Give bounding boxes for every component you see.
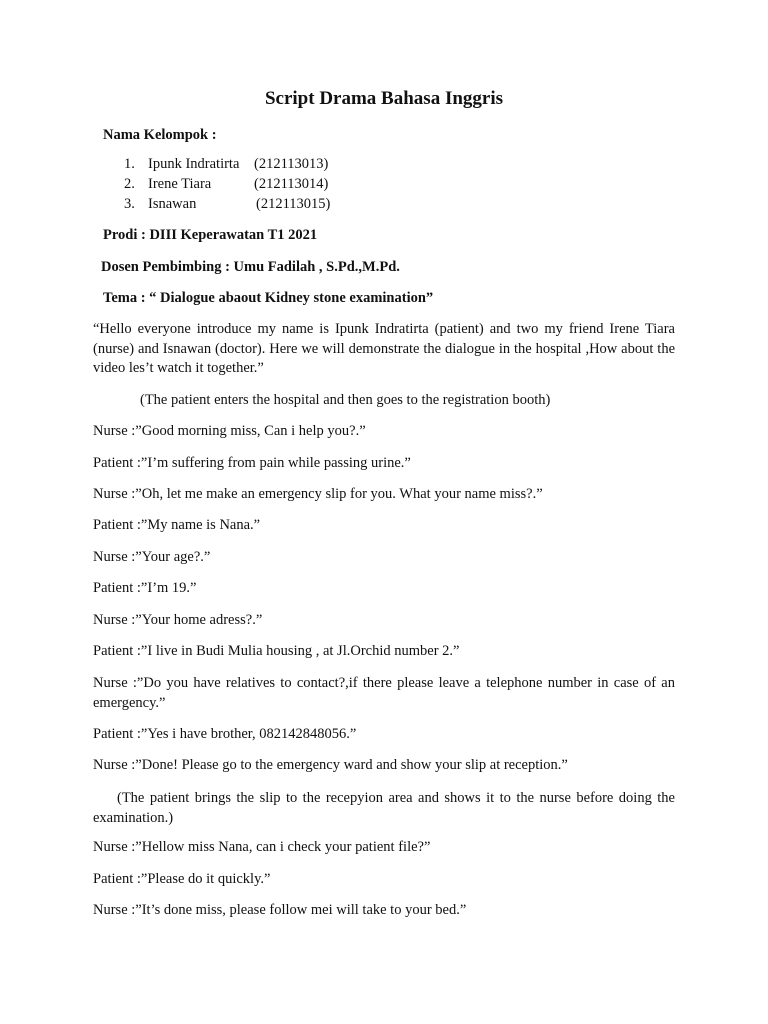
prodi-line: Prodi : DIII Keperawatan T1 2021 (103, 227, 318, 243)
dialogue-paragraph: Nurse :”Do you have relatives to contact?,if there please leave a telephone number in case of an emergency.” (93, 675, 675, 711)
member-number: 2. (124, 176, 135, 192)
stage-direction: (The patient enters the hospital and then goes to the registration booth) (140, 392, 551, 408)
member-id: (212113014) (254, 176, 329, 192)
group-label: Nama Kelompok : (103, 127, 217, 143)
intro-paragraph: “Hello everyone introduce my name is Ipunk Indratirta (patient) and two my friend Irene Tiara (nurse) and Isnawan (doctor). Here we will demonstrate the dialogue in the hospital ,How about the video les’t watch it together.” (93, 321, 675, 376)
member-item (124, 176, 328, 193)
member-item (124, 196, 330, 213)
dosen-line: Dosen Pembimbing : Umu Fadilah , S.Pd.,M.Pd. (101, 259, 400, 275)
member-item (124, 156, 328, 173)
dialogue-line: Nurse :”It’s done miss, please follow mei will take to your bed.” (93, 902, 467, 918)
dialogue-line: Patient :”I’m suffering from pain while passing urine.” (93, 455, 411, 471)
member-name: Ipunk Indratirta (148, 156, 240, 172)
stage-direction-paragraph: (The patient brings the slip to the recepyion area and shows it to the nurse before doing the examination.) (93, 790, 675, 826)
dialogue-line: Patient :”I live in Budi Mulia housing , at Jl.Orchid number 2.” (93, 643, 460, 659)
dialogue-line: Patient :”My name is Nana.” (93, 517, 261, 533)
tema-line: Tema : “ Dialogue abaout Kidney stone examination” (103, 290, 434, 306)
dialogue-line: Patient :”Please do it quickly.” (93, 871, 271, 887)
member-name: Isnawan (148, 196, 197, 212)
dialogue-line: Patient :”I’m 19.” (93, 580, 197, 596)
dialogue-line: Nurse :”Your home adress?.” (93, 612, 263, 628)
member-name: Irene Tiara (148, 176, 212, 192)
member-id: (212113015) (256, 196, 331, 212)
member-number: 3. (124, 196, 135, 212)
member-number: 1. (124, 156, 135, 172)
dialogue-line: Nurse :”Your age?.” (93, 549, 211, 565)
dialogue-line: Nurse :”Oh, let me make an emergency slip for you. What your name miss?.” (93, 486, 543, 502)
dialogue-line: Nurse :”Hellow miss Nana, can i check your patient file?” (93, 839, 431, 855)
dialogue-line: Nurse :”Good morning miss, Can i help you?.” (93, 423, 366, 439)
member-id: (212113013) (254, 156, 329, 172)
document-title: Script Drama Bahasa Inggris (264, 88, 504, 109)
dialogue-line: Nurse :”Done! Please go to the emergency ward and show your slip at reception.” (93, 757, 568, 773)
dialogue-line: Patient :”Yes i have brother, 082142848056.” (93, 726, 357, 742)
